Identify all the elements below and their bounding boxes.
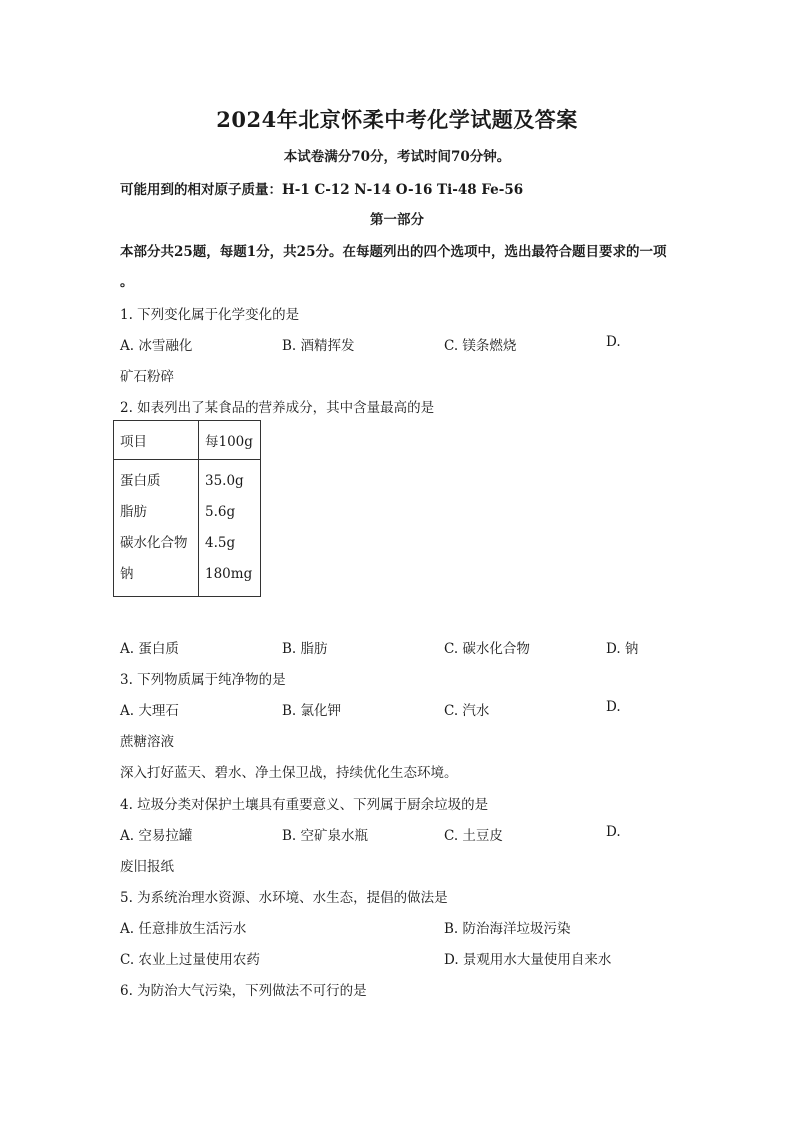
q1-option-d: D. <box>606 334 621 350</box>
q2-option-b: B. 脂肪 <box>282 641 328 657</box>
table-body-row <box>114 460 261 597</box>
part-instructions: 本部分共25题，每题1分，共25分。在每题列出的四个选项中，选出最符合题目要求的一项 <box>120 244 667 260</box>
q1-option-b: B. 酒精挥发 <box>282 338 355 354</box>
table-cell: 脂肪 <box>120 504 147 520</box>
q1-stem: 1. 下列变化属于化学变化的是 <box>120 307 300 323</box>
q3-option-c: C. 汽水 <box>444 703 490 719</box>
table-cell: 蛋白质 <box>120 473 161 489</box>
table-cell: 35.0g <box>205 473 244 489</box>
q2-stem: 2. 如表列出了某食品的营养成分，其中含量最高的是 <box>120 400 435 416</box>
section-intro: 深入打好蓝天、碧水、净土保卫战，持续优化生态环境。 <box>120 765 458 781</box>
q4-option-d: D. <box>606 824 621 840</box>
q2-option-a: A. 蛋白质 <box>120 641 179 657</box>
q3-option-b: B. 氯化钾 <box>282 703 342 719</box>
q2-option-c: C. 碳水化合物 <box>444 641 530 657</box>
q1-option-d-text: 矿石粉碎 <box>120 369 174 385</box>
exam-info: 本试卷满分70分，考试时间70分钟。 <box>283 149 511 165</box>
q5-option-d: D. 景观用水大量使用自来水 <box>444 952 612 968</box>
q3-option-a: A. 大理石 <box>120 703 179 719</box>
q5-option-a: A. 任意排放生活污水 <box>120 921 247 937</box>
nutrition-table <box>113 420 261 597</box>
part-title: 第一部分 <box>370 212 424 228</box>
q3-option-d: D. <box>606 699 621 715</box>
table-header-cell: 每100g <box>199 421 261 460</box>
q3-option-d-text: 蔗糖溶液 <box>120 734 174 750</box>
q4-stem: 4. 垃圾分类对保护土壤具有重要意义、下列属于厨余垃圾的是 <box>120 797 489 813</box>
part-instructions-tail: 。 <box>120 274 134 290</box>
table-cell: 4.5g <box>205 535 236 551</box>
q5-option-b: B. 防治海洋垃圾污染 <box>444 921 571 937</box>
table-header-cell: 项目 <box>114 421 199 460</box>
q1-option-c: C. 镁条燃烧 <box>444 338 517 354</box>
table-cell: 碳水化合物 <box>120 535 188 551</box>
q6-stem: 6. 为防治大气污染，下列做法不可行的是 <box>120 983 367 999</box>
table-header-row <box>114 421 261 460</box>
q4-option-a: A. 空易拉罐 <box>120 828 193 844</box>
table-cell: 180mg <box>205 566 253 582</box>
q2-option-d: D. 钠 <box>606 641 639 657</box>
page-title: 2024年北京怀柔中考化学试题及答案 <box>216 107 578 132</box>
table-cell: 钠 <box>120 566 134 582</box>
q4-option-d-text: 废旧报纸 <box>120 859 174 875</box>
q5-option-c: C. 农业上过量使用农药 <box>120 952 260 968</box>
q5-stem: 5. 为系统治理水资源、水环境、水生态，提倡的做法是 <box>120 890 448 906</box>
q4-option-c: C. 土豆皮 <box>444 828 503 844</box>
q3-stem: 3. 下列物质属于纯净物的是 <box>120 672 286 688</box>
q1-option-a: A. 冰雪融化 <box>120 338 193 354</box>
q4-option-b: B. 空矿泉水瓶 <box>282 828 369 844</box>
atomic-masses: 可能用到的相对原子质量：H-1 C-12 N-14 O-16 Ti-48 Fe-56 <box>120 182 524 198</box>
table-cell: 5.6g <box>205 504 236 520</box>
